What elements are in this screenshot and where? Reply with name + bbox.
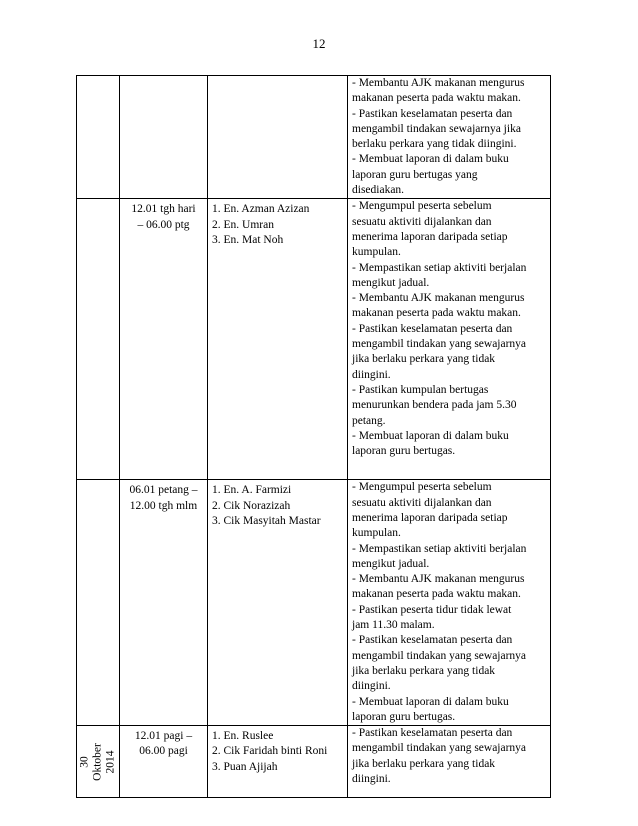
task-line: mengambil tindakan yang sewajarnya	[352, 338, 527, 351]
task-line: diingini.	[352, 773, 391, 786]
task-line: - Membuat laporan di dalam buku	[352, 695, 509, 708]
teacher-name: 1. En. Ruslee	[212, 730, 274, 743]
teacher-name: 1. En. A. Farmizi	[212, 484, 292, 497]
task-line: makanan peserta pada waktu makan.	[352, 588, 521, 601]
task-line: petang.	[352, 414, 386, 427]
tasks-cell	[348, 199, 551, 480]
time-line: 12.01 tgh hari	[131, 203, 196, 216]
task-line: laporan guru bertugas yang	[352, 168, 478, 181]
time-cell	[120, 480, 208, 726]
task-line: - Mempastikan setiap aktiviti berjalan	[352, 542, 527, 555]
date-cell	[77, 480, 120, 726]
task-line: jika berlaku perkara yang tidak	[352, 664, 496, 677]
task-line: - Pastikan keselamatan peserta dan	[352, 634, 513, 647]
task-line: berlaku perkara yang tidak diingini.	[352, 138, 517, 151]
task-line: sesuatu aktiviti dijalankan dan	[352, 496, 492, 509]
names-cell	[208, 76, 348, 199]
task-line: - Pastikan keselamatan peserta dan	[352, 322, 513, 335]
teacher-name: 2. Cik Faridah binti Roni	[212, 745, 328, 758]
duty-roster-table	[76, 75, 551, 798]
task-line: - Mengumpul peserta sebelum	[352, 200, 492, 213]
task-line: - Pastikan kumpulan bertugas	[352, 383, 489, 396]
task-line: - Membuat laporan di dalam buku	[352, 429, 509, 442]
task-line: - Pastikan peserta tidur tidak lewat	[352, 603, 512, 616]
time-cell	[120, 726, 208, 798]
table-row	[77, 199, 551, 480]
time-line: – 06.00 ptg	[137, 218, 190, 231]
task-line: sesuatu aktiviti dijalankan dan	[352, 215, 492, 228]
date-cell	[77, 76, 120, 199]
task-line: mengambil tindakan yang sewajarnya	[352, 649, 527, 662]
date-line: Oktober	[91, 742, 104, 781]
names-cell	[208, 199, 348, 480]
teacher-name: 1. En. Azman Azizan	[212, 203, 310, 216]
task-line: makanan peserta pada waktu makan.	[352, 307, 521, 320]
names-cell	[208, 480, 348, 726]
table-row	[77, 480, 551, 726]
task-line: mengikut jadual.	[352, 557, 430, 570]
time-line: 12.01 pagi –	[134, 730, 193, 743]
task-line: diingini.	[352, 680, 391, 693]
time-cell	[120, 76, 208, 199]
task-line: jika berlaku perkara yang tidak	[352, 353, 496, 366]
names-cell	[208, 726, 348, 798]
task-line: makanan peserta pada waktu makan.	[352, 92, 521, 105]
task-line: - Membuat laporan di dalam buku	[352, 153, 509, 166]
teacher-name: 2. En. Umran	[212, 218, 274, 231]
task-line: disediakan.	[352, 184, 405, 197]
task-line: kumpulan.	[352, 527, 401, 540]
time-line: 12.00 tgh mlm	[129, 499, 198, 512]
teacher-name: 3. Puan Ajijah	[212, 760, 278, 773]
page-number: 12	[312, 36, 326, 51]
date-line: 2014	[104, 750, 117, 774]
task-line: menurunkan bendera pada jam 5.30	[352, 399, 517, 412]
teacher-name: 2. Cik Norazizah	[212, 499, 291, 512]
teacher-name: 3. Cik Masyitah Mastar	[212, 514, 321, 527]
task-line: mengikut jadual.	[352, 276, 430, 289]
task-line: laporan guru bertugas.	[352, 710, 456, 723]
task-line: menerima laporan daripada setiap	[352, 511, 508, 524]
tasks-cell	[348, 480, 551, 726]
task-line: menerima laporan daripada setiap	[352, 230, 508, 243]
table-row	[77, 76, 551, 199]
task-line: diingini.	[352, 368, 391, 381]
time-cell	[120, 199, 208, 480]
date-cell	[77, 726, 120, 798]
task-line: - Membantu AJK makanan mengurus	[352, 573, 525, 586]
table-row	[77, 726, 551, 798]
time-line: 06.01 petang –	[129, 484, 198, 497]
task-line: - Mempastikan setiap aktiviti berjalan	[352, 261, 527, 274]
tasks-cell	[348, 76, 551, 199]
task-line: mengambil tindakan yang sewajarnya	[352, 742, 527, 755]
tasks-cell	[348, 726, 551, 798]
date-line: 30	[78, 755, 91, 768]
task-line: laporan guru bertugas.	[352, 445, 456, 458]
task-line: kumpulan.	[352, 246, 401, 259]
task-line: jam 11.30 malam.	[352, 619, 435, 632]
task-line: - Pastikan keselamatan peserta dan	[352, 107, 513, 120]
date-label	[79, 743, 118, 781]
task-line: - Membantu AJK makanan mengurus	[352, 77, 525, 89]
task-line: - Mengumpul peserta sebelum	[352, 481, 492, 494]
task-line: mengambil tindakan sewajarnya jika	[352, 122, 521, 135]
time-line: 06.00 pagi	[139, 745, 188, 758]
task-line: - Membantu AJK makanan mengurus	[352, 292, 525, 305]
teacher-name: 3. En. Mat Noh	[212, 233, 284, 246]
date-cell	[77, 199, 120, 480]
task-line: jika berlaku perkara yang tidak	[352, 757, 496, 770]
task-line: - Pastikan keselamatan peserta dan	[352, 727, 513, 740]
